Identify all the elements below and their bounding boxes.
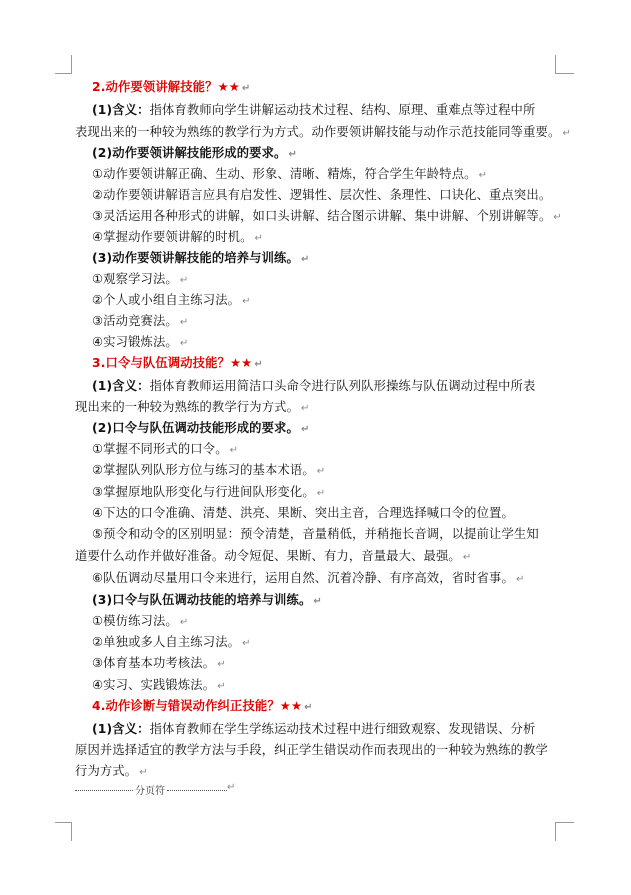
star-rating-icon: ★★ bbox=[217, 80, 240, 94]
crop-mark-bottom-left bbox=[55, 822, 72, 841]
list-item: ③活动竞赛法。 ↵ bbox=[92, 314, 189, 328]
paragraph-line: 行为方式。 ↵ bbox=[75, 764, 148, 778]
paragraph-mark: ↵ bbox=[179, 317, 189, 328]
list-item: ④掌握动作要领讲解的时机。 ↵ bbox=[92, 230, 264, 244]
subsection-title: (3)口令与队伍调动技能的培养与训练。 ↵ bbox=[92, 593, 322, 607]
paragraph-line: (1)含义：指体育教师向学生讲解运动技术过程、结构、原理、重难点等过程中所 bbox=[92, 103, 536, 117]
subsection-title: (2)口令与队伍调动技能形成的要求。 ↵ bbox=[92, 421, 310, 435]
list-item: ②个人或小组自主练习法。 ↵ bbox=[92, 293, 251, 307]
paragraph-mark: ↵ bbox=[217, 681, 226, 692]
paragraph-mark: ↵ bbox=[301, 403, 310, 414]
paragraph-line: 原因并选择适宜的教学方法与手段，纠正学生错误动作而表现出的一种较为熟练的教学 bbox=[75, 743, 548, 757]
list-item: 道要什么动作并做好准备。动令短促、果断、有力，音量最大、最强。 ↵ bbox=[75, 549, 472, 563]
section-heading-2: 2.动作要领讲解技能？★★ ↵ bbox=[92, 80, 251, 94]
crop-mark-bottom-right bbox=[555, 822, 574, 841]
paragraph-mark: ↵ bbox=[515, 574, 525, 585]
list-item: ③体育基本功考核法。 ↵ bbox=[92, 656, 226, 670]
page-break-label: 分页符 bbox=[135, 786, 165, 797]
paragraph-mark: ↵ bbox=[288, 149, 298, 160]
paragraph-mark: ↵ bbox=[242, 296, 251, 307]
paragraph-mark: ↵ bbox=[254, 359, 263, 370]
list-item: ③灵活运用各种形式的讲解，如口头讲解、结合图示讲解、集中讲解、个别讲解等。 ↵ bbox=[92, 209, 562, 223]
subsection-title: (2)动作要领讲解技能形成的要求。 ↵ bbox=[92, 146, 298, 160]
paragraph-mark: ↵ bbox=[300, 254, 310, 265]
list-item: ④下达的口令准确、清楚、洪亮、果断、突出主音，合理选择喊口令的位置。 bbox=[92, 506, 514, 520]
list-item: ②单独或多人自主练习法。 ↵ bbox=[92, 635, 251, 649]
list-item: ⑥队伍调动尽量用口令来进行，运用自然、沉着冷静、有序高效，省时省事。 ↵ bbox=[92, 571, 525, 585]
list-item: ②掌握队列队形方位与练习的基本术语。 ↵ bbox=[92, 463, 326, 477]
paragraph-mark: ↵ bbox=[304, 702, 313, 713]
paragraph-line: (1)含义：指体育教师运用简洁口头命令进行队列队形操练与队伍调动过程中所表 bbox=[92, 379, 536, 393]
page-break-marker bbox=[75, 782, 235, 796]
paragraph-mark: ↵ bbox=[478, 170, 488, 181]
list-item: ①动作要领讲解正确、生动、形象、清晰、精炼，符合学生年龄特点。 ↵ bbox=[92, 167, 488, 181]
paragraph-mark: ↵ bbox=[227, 782, 236, 793]
page-break-dots bbox=[75, 790, 133, 791]
subsection-title: (3)动作要领讲解技能的培养与训练。 ↵ bbox=[92, 251, 310, 265]
paragraph-mark: ↵ bbox=[229, 445, 239, 456]
crop-mark-top-left bbox=[55, 55, 72, 74]
paragraph-mark: ↵ bbox=[179, 275, 189, 286]
paragraph-mark: ↵ bbox=[254, 233, 264, 244]
list-item: ④实习锻炼法。 ↵ bbox=[92, 335, 189, 349]
list-item: ④实习、实践锻炼法。 ↵ bbox=[92, 678, 226, 692]
paragraph-mark: ↵ bbox=[300, 424, 310, 435]
paragraph-line: 现出来的一种较为熟练的教学行为方式。 ↵ bbox=[75, 400, 310, 414]
list-item: ①观察学习法。 ↵ bbox=[92, 272, 189, 286]
section-heading-4: 4.动作诊断与错误动作纠正技能？★★ ↵ bbox=[92, 699, 313, 713]
section-heading-3: 3.口令与队伍调动技能？★★ ↵ bbox=[92, 356, 263, 370]
paragraph-mark: ↵ bbox=[179, 338, 189, 349]
paragraph-mark: ↵ bbox=[316, 466, 326, 477]
paragraph-mark: ↵ bbox=[462, 552, 472, 563]
paragraph-line: (1)含义：指体育教师在学生学练运动技术过程中进行细致观察、发现错误、分析 bbox=[92, 722, 536, 736]
paragraph-mark: ↵ bbox=[553, 212, 562, 223]
paragraph-mark: ↵ bbox=[241, 83, 251, 94]
page-break-dots bbox=[167, 790, 227, 791]
paragraph-mark: ↵ bbox=[562, 128, 571, 139]
paragraph-mark: ↵ bbox=[139, 767, 148, 778]
paragraph-line: 表现出来的一种较为熟练的教学行为方式。动作要领讲解技能与动作示范技能同等重要。 ↵ bbox=[75, 125, 571, 139]
paragraph-mark: ↵ bbox=[179, 617, 189, 628]
paragraph-mark: ↵ bbox=[242, 638, 251, 649]
list-item: ②动作要领讲解语言应具有启发性、逻辑性、层次性、条理性、口诀化、重点突出。 bbox=[92, 188, 552, 202]
star-rating-icon: ★★ bbox=[279, 699, 303, 713]
list-item: ①模仿练习法。 ↵ bbox=[92, 614, 189, 628]
paragraph-mark: ↵ bbox=[217, 659, 226, 670]
paragraph-mark: ↵ bbox=[316, 488, 326, 499]
paragraph-mark: ↵ bbox=[313, 596, 322, 607]
star-rating-icon: ★★ bbox=[230, 356, 253, 370]
crop-mark-top-right bbox=[555, 55, 574, 74]
list-item: ⑤预令和动令的区别明显：预令清楚，音量稍低，并稍拖长音调，以提前让学生知 bbox=[92, 527, 539, 541]
list-item: ①掌握不同形式的口令。 ↵ bbox=[92, 442, 239, 456]
list-item: ③掌握原地队形变化与行进间队形变化。 ↵ bbox=[92, 485, 326, 499]
